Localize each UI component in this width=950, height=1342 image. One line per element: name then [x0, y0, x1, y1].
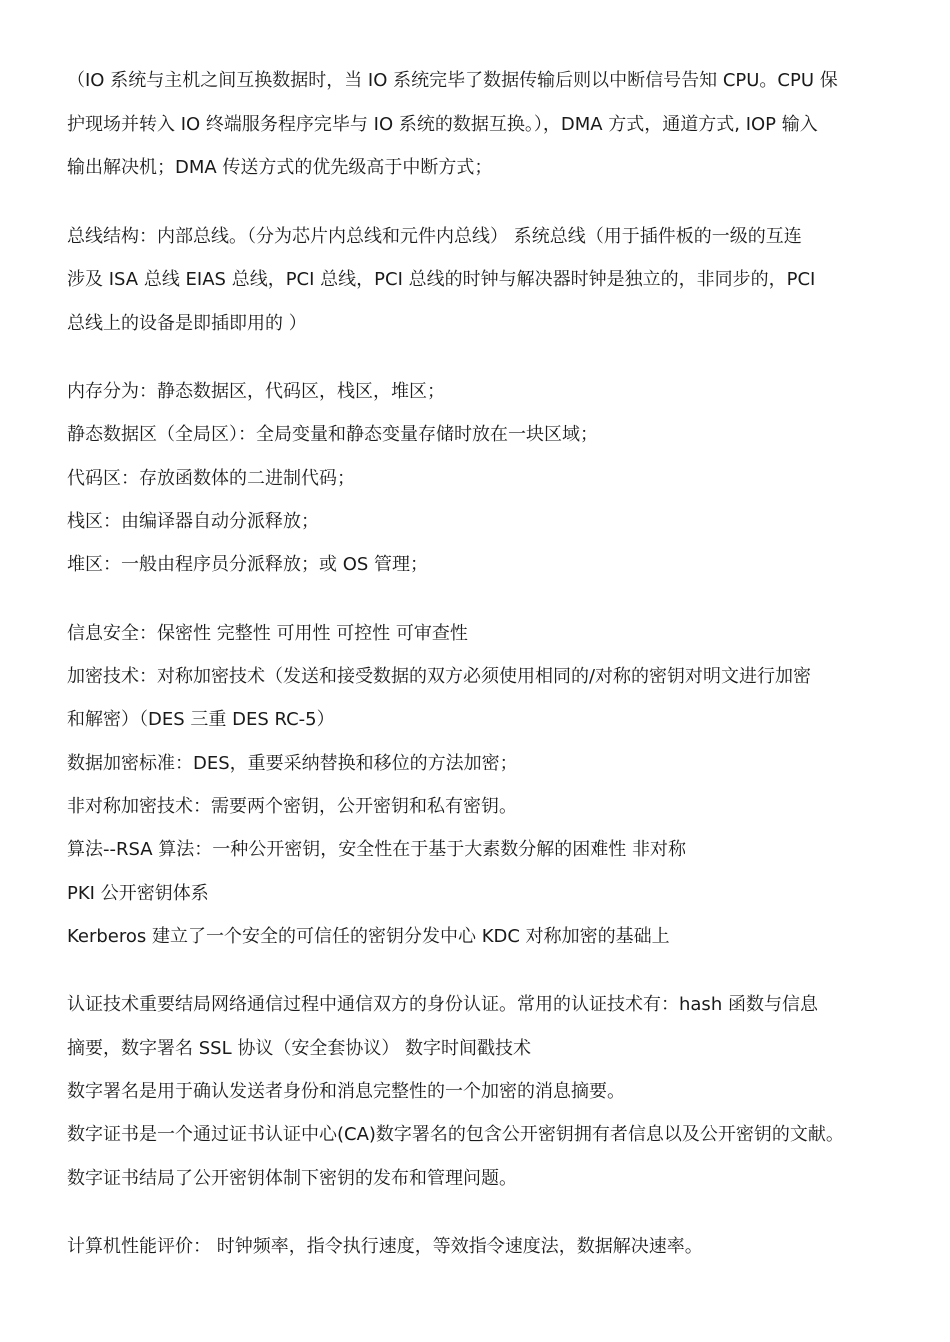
text-line: 数字署名是用于确认发送者身份和消息完整性的一个加密的消息摘要。 [67, 1081, 625, 1102]
text-line: 认证技术重要结局网络通信过程中通信双方的身份认证。常用的认证技术有：hash 函数与信息 [67, 994, 818, 1015]
text-line: 非对称加密技术：需要两个密钥，公开密钥和私有密钥。 [67, 796, 517, 817]
text-line: 数字证书是一个通过证书认证中心(CA)数字署名的包含公开密钥拥有者信息以及公开密钥的文献。 [67, 1124, 844, 1145]
text-line: PKI 公开密钥体系 [67, 883, 209, 904]
text-line: 护现场并转入 IO 终端服务程序完毕与 IO 系统的数据互换。），DMA 方式，通道方式, IOP 输入 [67, 114, 818, 135]
text-line: 堆区：一般由程序员分派释放；或 OS 管理； [67, 554, 429, 575]
text-line: 总线上的设备是即插即用的 ） [67, 313, 307, 334]
text-line: Kerberos 建立了一个安全的可信任的密钥分发中心 KDC 对称加密的基础上 [67, 926, 670, 947]
text-line: 算法--RSA 算法：一种公开密钥，安全性在于基于大素数分解的困难性 非对称 [67, 839, 687, 860]
text-line: 总线结构：内部总线。（分为芯片内总线和元件内总线） 系统总线（用于插件板的一级的互连 [67, 226, 802, 247]
text-line: 涉及 ISA 总线 EIAS 总线，PCI 总线，PCI 总线的时钟与解决器时钟是独立的，非同步的，PCI [67, 269, 816, 290]
text-line: 静态数据区（全局区）：全局变量和静态变量存储时放在一块区域； [67, 424, 598, 445]
text-line: 代码区：存放函数体的二进制代码； [67, 468, 355, 489]
text-line: 栈区：由编译器自动分派释放； [67, 511, 319, 532]
text-line: 加密技术：对称加密技术（发送和接受数据的双方必须使用相同的/对称的密钥对明文进行加密 [67, 666, 812, 687]
text-line: 和解密）（DES 三重 DES RC-5） [67, 709, 335, 730]
text-line: 信息安全：保密性 完整性 可用性 可控性 可审查性 [67, 623, 468, 644]
text-line: 数字证书结局了公开密钥体制下密钥的发布和管理问题。 [67, 1168, 517, 1189]
text-line: 摘要，数字署名 SSL 协议（安全套协议） 数字时间戳技术 [67, 1038, 532, 1059]
text-line: 数据加密标准：DES，重要采纳替换和移位的方法加密； [67, 753, 518, 774]
text-line: 内存分为：静态数据区，代码区，栈区，堆区； [67, 381, 445, 402]
text-line: （IO 系统与主机之间互换数据时，当 IO 系统完毕了数据传输后则以中断信号告知 CPU。CPU 保 [67, 70, 838, 91]
text-line: 计算机性能评价： 时钟频率，指令执行速度，等效指令速度法，数据解决速率。 [67, 1236, 703, 1257]
text-line: 输出解决机；DMA 传送方式的优先级高于中断方式； [67, 157, 493, 178]
